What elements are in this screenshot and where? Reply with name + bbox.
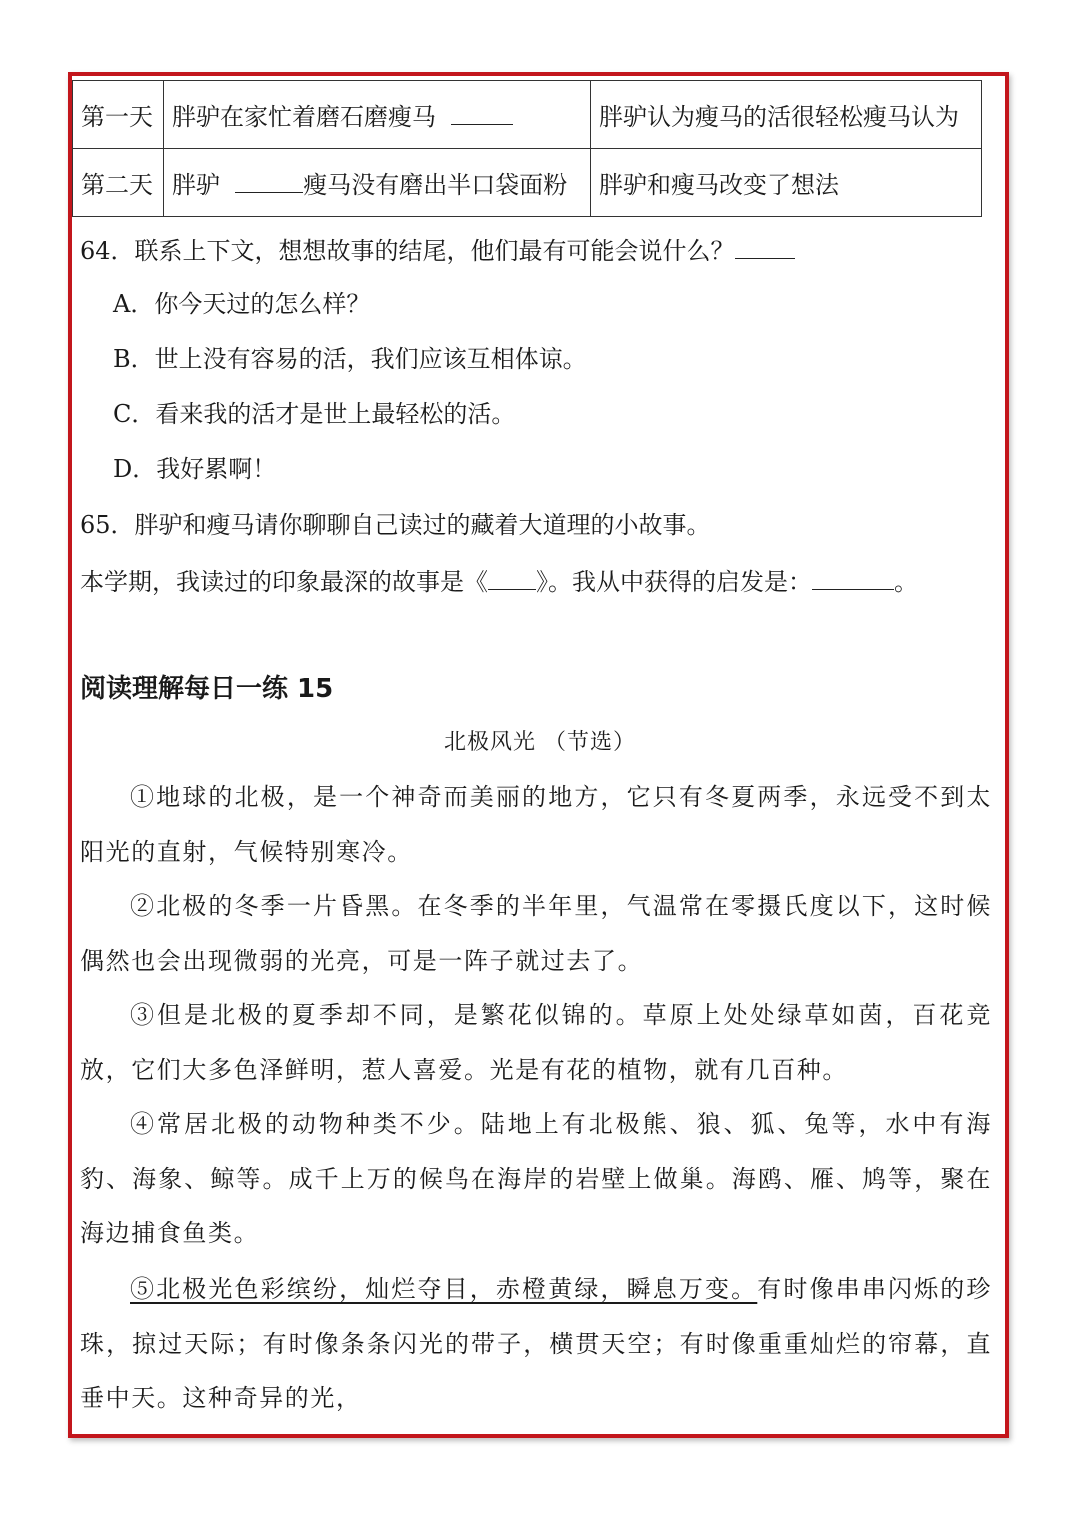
paragraph-4: ④常居北极的动物种类不少。陆地上有北极熊、狼、狐、兔等，水中有海豹、海象、鲸等。成千上万的候鸟在海岸的岩壁上做巢。海鸥、雁、鸠等，聚在海边捕食鱼类。 — [80, 1110, 992, 1247]
fill-text-end: 。 — [894, 568, 918, 596]
paragraph-5 — [80, 1262, 992, 1426]
section-heading: 阅读理解每日一练 15 — [80, 674, 334, 704]
fill-text-2: 》。我从中获得的启发是： — [536, 568, 812, 596]
answer-blank[interactable] — [235, 168, 303, 193]
passage-title: 北极风光 （节选） — [444, 730, 636, 755]
opinion-cell: 胖驴和瘦马改变了想法 — [591, 149, 982, 217]
day-cell: 第一天 — [73, 81, 164, 149]
table-row — [73, 149, 982, 217]
option-c[interactable]: C．看来我的活才是世上最轻松的活。 — [113, 400, 516, 428]
question-64 — [80, 234, 795, 266]
question-64-text: 64．联系上下文，想想故事的结尾，他们最有可能会说什么？ — [80, 237, 735, 265]
answer-blank[interactable] — [735, 234, 795, 259]
opinion-cell: 胖驴认为瘦马的活很轻松瘦马认为 — [591, 81, 982, 149]
option-a[interactable]: A．你今天过的怎么样？ — [113, 290, 371, 318]
action-cell — [164, 149, 591, 217]
question-65-fill — [80, 565, 918, 597]
underlined-sentence: ⑤北极光色彩缤纷，灿烂夺目，赤橙黄绿，瞬息万变。 — [130, 1275, 758, 1303]
option-b[interactable]: B．世上没有容易的活，我们应该互相体谅。 — [113, 345, 587, 373]
answer-blank[interactable] — [488, 565, 536, 590]
question-65: 65．胖驴和瘦马请你聊聊自己读过的藏着大道理的小故事。 — [80, 511, 711, 539]
action-prefix: 胖驴 — [172, 171, 220, 199]
answer-blank[interactable] — [812, 565, 894, 590]
paragraph-3: ③但是北极的夏季却不同，是繁花似锦的。草原上处处绿草如茵，百花竞放，它们大多色泽鲜明，惹人喜爱。光是有花的植物，就有几百种。 — [80, 1001, 992, 1084]
option-d[interactable]: D．我好累啊！ — [113, 455, 277, 483]
day-cell: 第二天 — [73, 149, 164, 217]
answer-blank[interactable] — [451, 100, 513, 125]
paragraph-1: ①地球的北极，是一个神奇而美丽的地方，它只有冬夏两季，永远受不到太阳光的直射，气候特别寒冷。 — [80, 783, 992, 866]
story-table — [72, 80, 982, 217]
paragraph-2: ②北极的冬季一片昏黑。在冬季的半年里，气温常在零摄氏度以下，这时候偶然也会出现微弱的光亮，可是一阵子就过去了。 — [80, 892, 992, 975]
fill-text-1: 本学期，我读过的印象最深的故事是《 — [80, 568, 488, 596]
action-cell — [164, 81, 591, 149]
action-suffix: 瘦马没有磨出半口袋面粉 — [303, 171, 568, 199]
paragraph-5-rest: 有时像串串闪烁的珍珠，掠过天际；有时像条条闪光的带子，横贯天空；有时像重重灿烂的帘幕，直垂中天。这种奇异的光， — [80, 1275, 992, 1412]
action-text: 胖驴在家忙着磨石磨瘦马 — [172, 103, 436, 131]
table-row — [73, 81, 982, 149]
